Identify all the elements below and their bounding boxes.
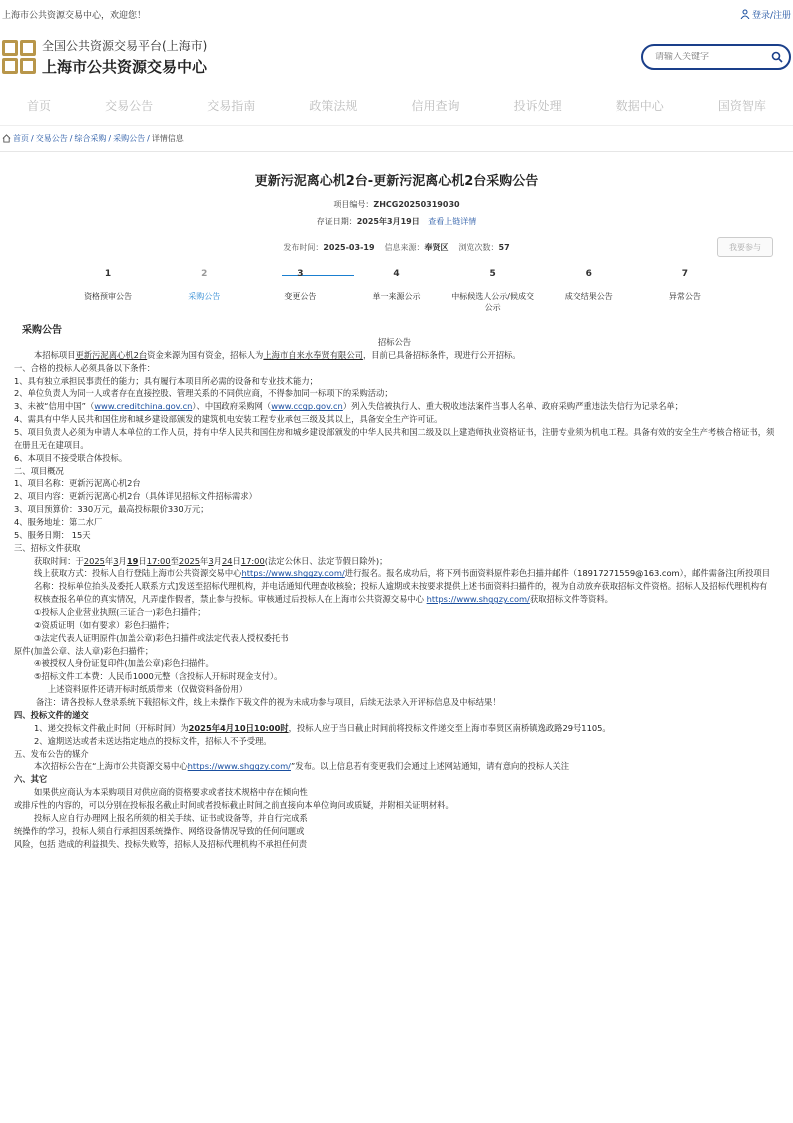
crumb-home[interactable]: 首页 [13, 134, 29, 143]
shggzy-link-3[interactable]: https://www.shggzy.com/ [187, 761, 291, 772]
remark: 备注：请各投标人登录系统下载招标文件，线上未操作下载文件的视为未成功参与项目，后续无法录入开评标信息及中标结果！ [36, 697, 501, 708]
section-2-title: 二、项目概况 [14, 465, 64, 476]
intro-paragraph: 本招标项目更新污泥离心机2台资金来源为国有资金，招标人为上海市自来水奉贤有限公司，目前已具备招标条件，现进行公开招标。 [34, 349, 521, 360]
step-5[interactable]: 5 中标候选人公示/候成交公示 [451, 269, 534, 312]
nav-policy[interactable]: 政策法规 [309, 99, 358, 113]
section-1-title: 一、合格的投标人必须具备以下条件： [14, 362, 156, 373]
nav-data[interactable]: 数据中心 [615, 99, 664, 113]
nav-think-tank[interactable]: 国资智库 [717, 99, 766, 113]
deposit-date: 存证日期：2025年3月19日 查看上链详情 [316, 217, 477, 226]
page-title: 更新污泥离心机2台-更新污泥离心机2台采购公告 [254, 174, 539, 189]
doc-3: ③法定代表人证明原件(加盖公章)彩色扫描件或法定代表人授权委托书 [34, 632, 289, 643]
step-1[interactable]: 1 资格预审公告 [84, 269, 133, 301]
site-header [0, 28, 793, 86]
process-steps [60, 269, 733, 313]
crumb-detail: 详情信息 [151, 134, 184, 143]
search-input[interactable] [655, 52, 765, 62]
doc-5: ⑤招标文件工本费：人民币1000元整（含投标人开标时现金支付）。 [34, 671, 283, 682]
other-4: 统操作的学习，投标人须自行承担因系统操作、网络设备情况导致的任何问题或 [14, 825, 305, 836]
main-nav [0, 86, 793, 126]
cond-3: 3、未被“信用中国”（www.creditchina.gov.cn）、中国政府采购网（www.ccgp.gov.cn）列入失信被执行人、重大税收违法案件当事人名单、政府采购严重违法失信行为记录名单； [14, 401, 683, 412]
step-2[interactable]: 2 采购公告 [188, 269, 221, 301]
other-2: 或排斥性的内容的，可以分别在投标报名截止时间或者投标截止时间之前直接向本单位询问或质疑，并附相关证明材料。 [14, 799, 454, 810]
service-period: 5、服务日期： 15天 [14, 529, 91, 540]
doc-4: ④被授权人身份证复印件(加盖公章)彩色扫描件。 [34, 658, 214, 669]
other-3: 投标人应自行办理网上报名所须的相关手续、证书或设备等，并自行完成系 [34, 812, 308, 823]
nav-complaint[interactable]: 投诉处理 [513, 99, 562, 113]
doc-6: 上述资料原件还请开标时纸质带来（仅做资料备份用） [48, 684, 248, 695]
publish-meta: 发布时间：2025-03-19 信息来源：奉贤区 浏览次数：57 我要参与 [0, 237, 793, 257]
search-box[interactable] [641, 44, 791, 70]
nav-home[interactable]: 首页 [27, 99, 52, 113]
step-4[interactable]: 4 单一来源公示 [372, 269, 421, 301]
notice-body [0, 336, 793, 850]
submit-2: 2、逾期送达或者未送达指定地点的投标文件，招标人不予受理。 [34, 735, 272, 746]
doc-2: ②资质证明（如有要求）彩色扫描件； [34, 619, 175, 630]
creditchina-link[interactable]: www.creditchina.gov.cn [94, 401, 193, 412]
welcome-text: 上海市公共资源交易中心，欢迎您！ [2, 10, 147, 21]
nav-guide[interactable]: 交易指南 [207, 99, 256, 113]
section-title: 采购公告 [22, 325, 62, 336]
section-6-title: 六、其它 [14, 774, 48, 785]
project-content: 2、项目内容：更新污泥离心机2台（具体详见招标文件招标需求） [14, 491, 257, 502]
user-icon [740, 9, 750, 19]
logo-icon [2, 40, 36, 74]
top-bar [0, 0, 793, 28]
service-address: 4、服务地址：第二水厂 [14, 517, 103, 528]
section-3-title: 三、招标文件获取 [14, 542, 81, 553]
project-number: 项目编号：ZHCG20250319030 [333, 200, 460, 209]
cond-4: 4、需具有中华人民共和国住房和城乡建设部颁发的建筑机电安装工程专业承包三级及其以上，具备安全生产许可证。 [14, 414, 443, 425]
section-4-title: 四、投标文件的递交 [14, 709, 89, 720]
cond-5: 5、项目负责人必须为申请人本单位的工作人员，持有中华人民共和国住房和城乡建设部颁发的中华人民共和国二级及以上建造师执业资格证书，注册专业须为机电工程。具备有效的安全生产考核合格证书，须在册且无在建项目。 [14, 427, 775, 450]
step-7[interactable]: 7 异常公告 [668, 269, 701, 301]
shggzy-link-2[interactable]: https://www.shggzy.com/ [426, 594, 530, 605]
ccgp-link[interactable]: www.ccgp.gov.cn [271, 401, 343, 412]
section-5-title: 五、发布公告的媒介 [14, 748, 89, 759]
crumb-comprehensive[interactable]: 综合采购 [74, 134, 107, 143]
other-5: 风险，包括 造成的利益损失、投标失败等，招标人及招标代理机构不承担任何责 [14, 838, 308, 849]
media-text: 本次招标公告在“上海市公共资源交易中心https://www.shggzy.com/”发布。以上信息若有变更我们会通过上述网站通知，请有意向的投标人关注 [34, 761, 570, 772]
cond-1: 1、具有独立承担民事责任的能力；具有履行本项目所必需的设备和专业技术能力； [14, 375, 318, 386]
acquire-time: 获取时间：于2025年3月19日17:00至2025年3月24日17:00(法定公休日、法定节假日除外)； [34, 555, 388, 566]
nav-credit[interactable]: 信用查询 [411, 99, 460, 113]
login-link[interactable] [740, 8, 791, 21]
online-acquire: 线上获取方式：投标人自行登陆上海市公共资源交易中心https://www.shggzy.com/进行报名。报名成功后，将下列书面资料原件彩色扫描并邮件（18917271559@163.com），邮件需备注[所投项目名称：投标单位抬头及委托人联系方式]发送至招标代理机构，并电话通知代理查收核验；投标人逾期或未按要求提供上述书面资料扫描件的，视为自动放弃获取招标文件资格。招标人及招标代理机构有权核查报名单位的真实情况，凡弄虚作假者，禁止参与投标。审核通过后投标人在上海市公共资源交易中心 https://www.shggzy.com/获取招标文件等资料。 [34, 568, 770, 605]
crumb-procurement[interactable]: 采购公告 [113, 134, 146, 143]
view-chain-link[interactable]: 查看上链详情 [428, 217, 477, 226]
project-budget: 3、项目预算价：330万元，最高投标限价330万元； [14, 504, 209, 515]
crumb-notices[interactable]: 交易公告 [35, 134, 68, 143]
site-logo[interactable] [2, 37, 207, 77]
submit-1: 1、递交投标文件截止时间（开标时间）为2025年4月10日10:00时，投标人应于当日截止时间前将投标文件递交至上海市奉贤区南桥镇逸政路29号1105。 [34, 722, 611, 733]
doc-3-cont: 原件(加盖公章、法人章)彩色扫描件； [14, 645, 154, 656]
logo-line1: 全国公共资源交易平台(上海市) [42, 39, 208, 53]
cond-2: 2、单位负责人为同一人或者存在直接控股、管理关系的不同供应商，不得参加同一标项下的采购活动； [14, 388, 393, 399]
step-3[interactable]: 3 变更公告 [284, 269, 317, 301]
login-label[interactable]: 登录/注册 [751, 10, 791, 21]
home-icon [2, 134, 11, 143]
doc-1: ①投标人企业营业执照(三证合一)彩色扫描件； [34, 607, 206, 618]
step-6[interactable]: 6 成交结果公告 [564, 269, 613, 301]
cond-6: 6、本项目不接受联合体投标。 [14, 452, 128, 463]
logo-line2: 上海市公共资源交易中心 [42, 58, 208, 76]
nav-notices[interactable]: 交易公告 [105, 99, 154, 113]
project-name: 1、项目名称：更新污泥离心机2台 [14, 478, 141, 489]
shggzy-link-1[interactable]: https://www.shggzy.com/ [241, 568, 345, 579]
breadcrumb: 首页 / 交易公告 / 综合采购 / 采购公告 / 详情信息 [0, 126, 793, 152]
search-icon[interactable] [771, 51, 783, 63]
body-heading: 招标公告 [377, 337, 412, 347]
join-button[interactable]: 我要参与 [717, 237, 773, 257]
other-1: 如果供应商认为本采购项目对供应商的资格要求或者技术规格中存在倾向性 [34, 787, 308, 798]
